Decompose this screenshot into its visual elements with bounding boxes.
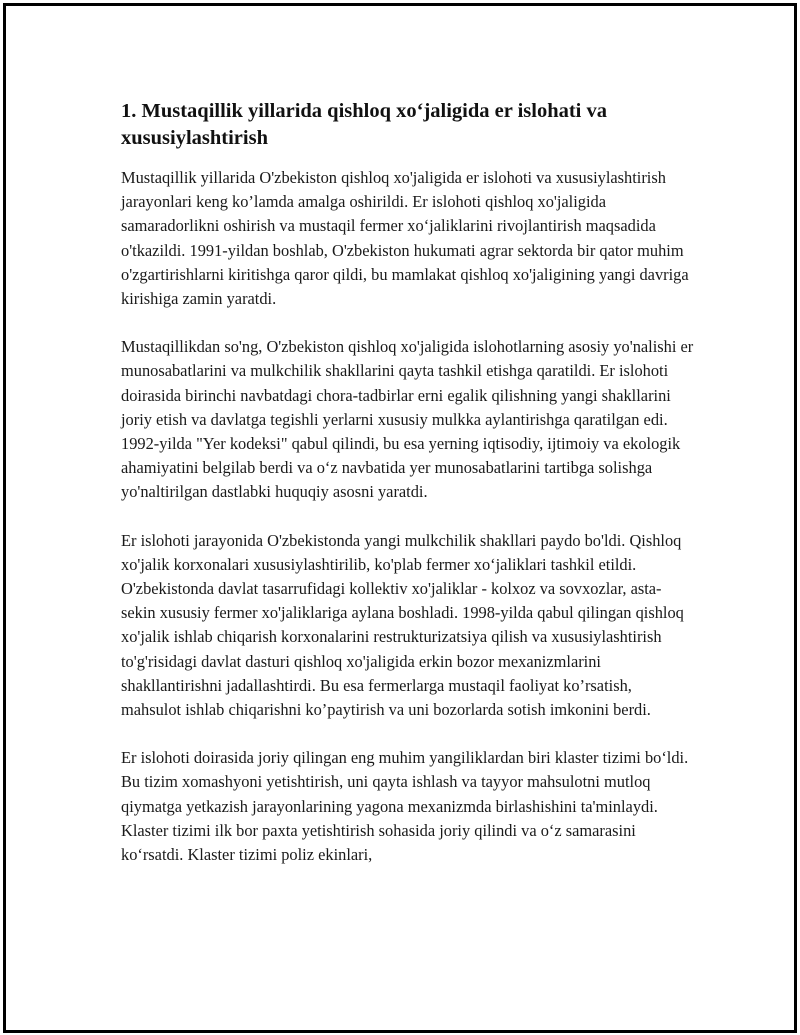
paragraph-2: Mustaqillikdan so'ng, O'zbekiston qishloq xo'jaligida islohotlarning asosiy yo'nalishi er munosabatlarini va mulkchilik shakllarini qayta tashkil etishga qaratildi. Er islohoti doirasida birinchi navbatdagi chora-tadbirlar erni egalik qilishning yangi shakllarini joriy etish va davlatga tegishli yerlarni xususiy mulkka aylantirishga qaratilgan edi. 1992-yilda "Yer kodeksi" qabul qilindi, bu esa yerning iqtisodiy, ijtimoiy va ekologik ahamiyatini belgilab berdi va o‘z navbatida yer munosabatlarini tartibga solishga yo'naltirilgan dastlabki huquqiy asosni yaratdi.: [121, 337, 694, 502]
page-frame: [3, 3, 797, 1033]
paragraph-4: Er islohoti doirasida joriy qilingan eng muhim yangiliklardan biri klaster tizimi bo‘ldi. Bu tizim xomashyoni yetishtirish, uni qayta ishlash va tayyor mahsulotni mutloq qiymatga yetkazish jarayonlarining yagona mexanizmda birlashishini ta'minlaydi. Klaster tizimi ilk bor paxta yetishtirish sohasida joriy qilindi va o‘z samarasini ko‘rsatdi. Klaster tizimi poliz ekinlari,: [121, 748, 689, 865]
paragraph-3: Er islohoti jarayonida O'zbekistonda yangi mulkchilik shakllari paydo bo'ldi. Qishloq xo'jalik korxonalari xususiylashtirilib, ko'plab fermer xo‘jaliklari tashkil etildi. O'zbekistonda davlat tasarrufidagi kollektiv xo'jaliklar - kolxoz va sovxozlar, asta-sekin xususiy fermer xo'jaliklariga aylana boshladi. 1998-yilda qabul qilingan qishloq xo'jalik ishlab chiqarish korxonalarini restrukturizatsiya qilish va xususiylashtirish to'g'risidagi davlat dasturi qishloq xo'jaligida erkin bozor mexanizmlarini shakllantirishni jadallashtirdi. Bu esa fermerlarga mustaqil faoliyat ko’rsatish, mahsulot ishlab chiqarishni ko’paytirish va uni bozorlarda sotish imkonini berdi.: [121, 530, 684, 720]
section-heading: 1. Mustaqillik yillarida qishloq xo‘jaligida er islohati va xususiylashtirish: [121, 100, 608, 149]
paragraph-1: Mustaqillik yillarida O'zbekiston qishloq xo'jaligida er islohoti va xususiylashtirish jarayonlari keng ko’lamda amalga oshirildi. Er islohoti qishloq xo'jaligida samaradorlikni oshirish va mustaqil fermer xo‘jaliklarini rivojlantirish maqsadida o'tkazildi. 1991-yildan boshlab, O'zbekiston hukumati agrar sektorda bir qator muhim o'zgartirishlarni kiritishga qaror qildi, bu mamlakat qishloq xo'jaligining yangi davriga kirishiga zamin yaratdi.: [121, 168, 689, 309]
document-body: [121, 98, 696, 891]
